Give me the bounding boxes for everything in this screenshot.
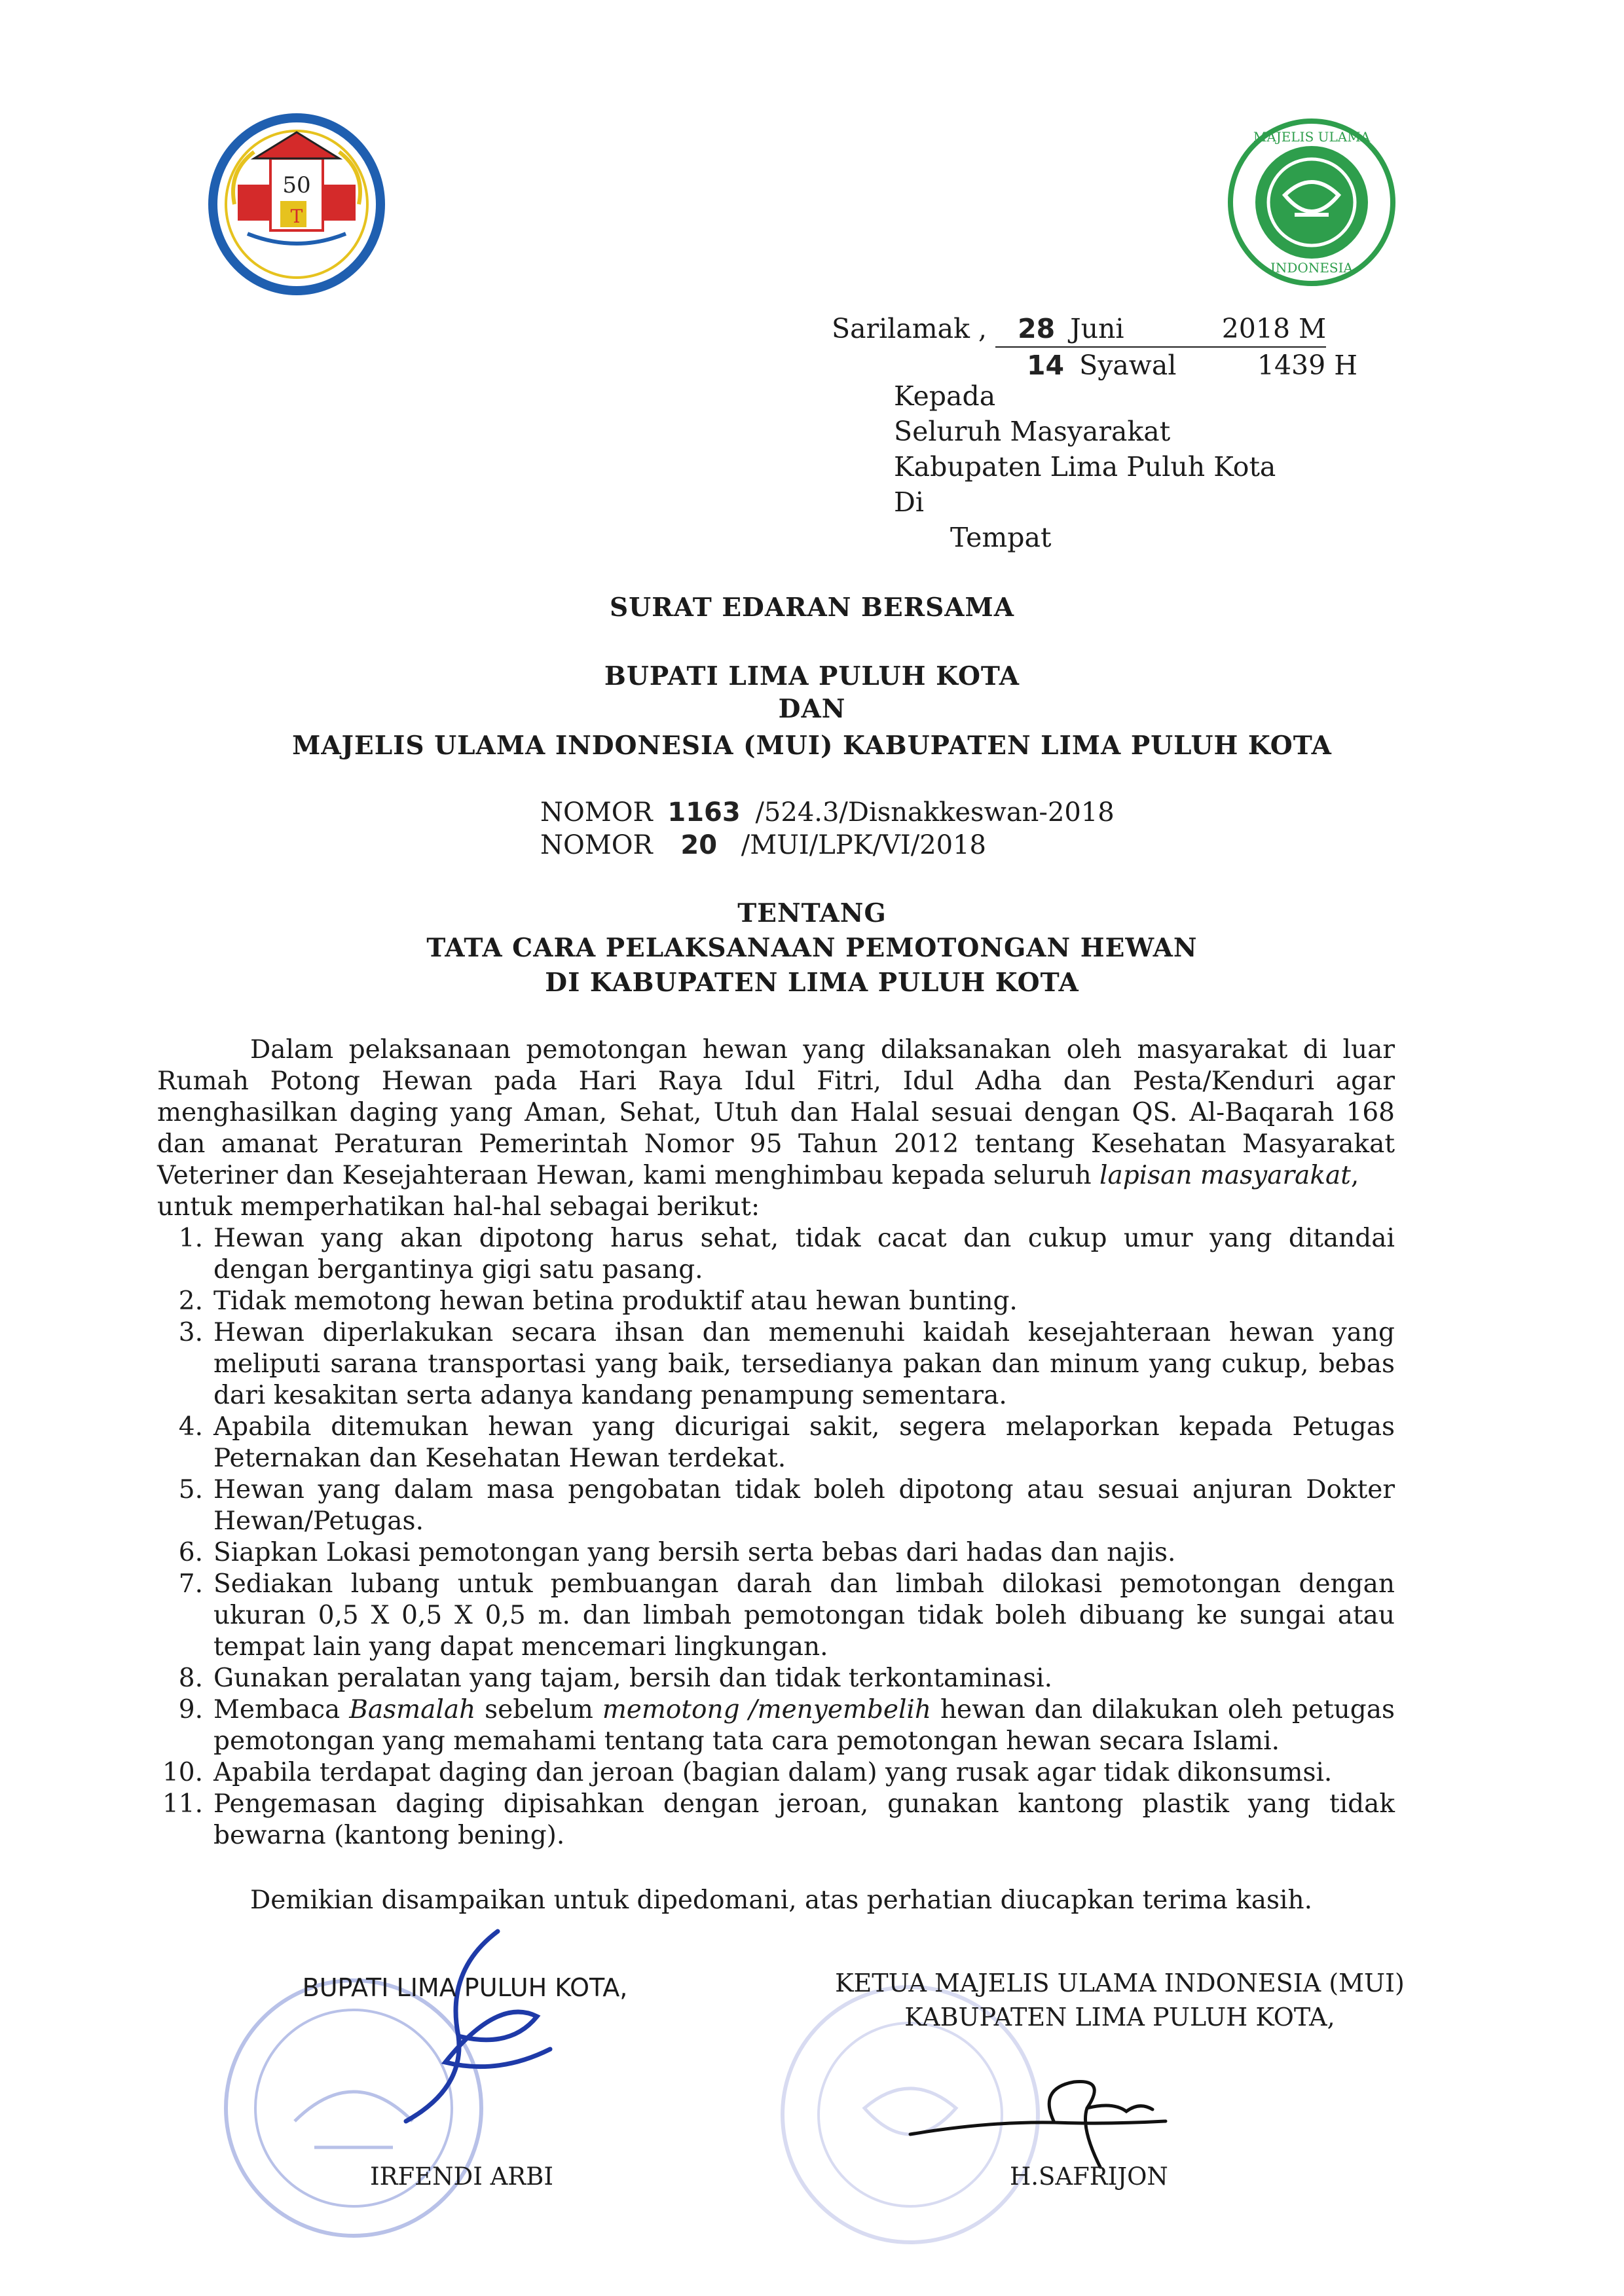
nomor-ref: /MUI/LPK/VI/2018 xyxy=(741,830,986,860)
year-hijri: 1439 H xyxy=(1257,350,1357,381)
list-item: 7. Sediakan lubang untuk pembuangan darah dan limbah dilokasi pemotongan dengan ukuran 0,5 X 0,5 X 0,5 m. dan limbah pemotongan tidak boleh dibuang ke sungai atau tempat lain yang dapat mencemari lingkungan. xyxy=(178,1569,1395,1662)
bupati-signature xyxy=(367,1918,563,2143)
month-hijri: Syawal xyxy=(1079,350,1177,381)
list-item: 4. Apabila ditemukan hewan yang dicurigai sakit, segera melaporkan kepada Petugas Peternakan dan Kesehatan Hewan terdekat. xyxy=(178,1412,1395,1473)
list-item: 3. Hewan diperlakukan secara ihsan dan memenuhi kaidah kesejahteraan hewan yang meliputi sarana transportasi yang baik, tersedianya pakan dan minum yang cukup, bebas dari kesakitan serta adanya kandang penampung sementara. xyxy=(178,1318,1395,1410)
right-signatory-title xyxy=(792,1966,1447,2034)
recipient-address xyxy=(894,378,1276,555)
svg-text:MAJELIS ULAMA: MAJELIS ULAMA xyxy=(1253,129,1371,145)
right-signatory-name: H.SAFRIJON xyxy=(1010,2162,1168,2191)
party2-heading: MAJELIS ULAMA INDONESIA (MUI) KABUPATEN LIMA PULUH KOTA xyxy=(292,731,1332,761)
right-title-line: KABUPATEN LIMA PULUH KOTA, xyxy=(904,2003,1335,2032)
about-heading: TENTANG xyxy=(737,898,887,928)
nomor-label: NOMOR xyxy=(540,830,653,860)
closing-sentence: Demikian disampaikan untuk dipedomani, atas perhatian diucapkan terima kasih. xyxy=(250,1886,1313,1915)
day-hijri: 14 xyxy=(1027,350,1065,381)
intro-italic: lapisan masyarakat xyxy=(1099,1161,1351,1190)
place: Sarilamak , xyxy=(832,313,987,344)
left-signatory-name: IRFENDI ARBI xyxy=(370,2162,553,2191)
list-item: 9. Membaca Basmalah sebelum memotong /menyembelih hewan dan dilakukan oleh petugas pemotongan yang memahami tentang tata cara pemotongan hewan secara Islami. xyxy=(178,1695,1395,1756)
nomor-number: 20 xyxy=(680,830,718,860)
svg-text:INDONESIA: INDONESIA xyxy=(1270,260,1353,276)
party1-heading: BUPATI LIMA PULUH KOTA xyxy=(604,661,1020,691)
right-title-line: KETUA MAJELIS ULAMA INDONESIA (MUI) xyxy=(835,1969,1405,1997)
intro-last-line: untuk memperhatikan hal-hal sebagai berikut: xyxy=(157,1192,760,1222)
subject-line-1: TATA CARA PELAKSANAAN PEMOTONGAN HEWAN xyxy=(426,933,1198,963)
day-gregorian: 28 xyxy=(1018,313,1056,344)
left-signatory-title: BUPATI LIMA PULUH KOTA, xyxy=(302,1973,628,2002)
list-item: 11. Pengemasan daging dipisahkan dengan jeroan, gunakan kantong plastik yang tidak bewarna (kantong bening). xyxy=(162,1789,1395,1850)
intro-paragraph xyxy=(157,1034,1395,1223)
svg-text:50: 50 xyxy=(282,172,311,198)
intro-text: Dalam pelaksanaan pemotongan hewan yang dilaksanakan oleh masyarakat di luar Rumah Potong Hewan pada Hari Raya Idul Fitri, Idul Adha dan Pesta/Kenduri agar menghasilkan daging yang Aman, Sehat, Utuh dan Halal sesuai dengan QS. Al-Baqarah 168 dan amanat Peraturan Pemerintah Nomor 95 Tahun 2012 tentang Kesehatan Masyarakat Veteriner dan Kesejahteraan Hewan, kami menghimbau kepada seluruh xyxy=(157,1035,1395,1190)
list-item: 1. Hewan yang akan dipotong harus sehat, tidak cacat dan cukup umur yang ditandai dengan bergantinya gigi satu pasang. xyxy=(178,1224,1395,1285)
intro-tail: , xyxy=(1350,1161,1359,1190)
nomor-number: 1163 xyxy=(667,797,741,828)
address-line: Di xyxy=(894,486,924,518)
nomor-line-2 xyxy=(540,830,986,860)
month-gregorian: Juni xyxy=(1070,313,1124,344)
address-line: Tempat xyxy=(950,522,1052,553)
list-item: 2. Tidak memotong hewan betina produktif atau hewan bunting. xyxy=(178,1286,1018,1316)
nomor-line-1 xyxy=(540,797,1115,828)
address-line: Kabupaten Lima Puluh Kota xyxy=(894,451,1276,483)
year-gregorian: 2018 M xyxy=(1221,313,1327,344)
date-block xyxy=(832,311,1357,383)
instruction-list xyxy=(157,1223,1395,1851)
list-item: 10. Apabila terdapat daging dan jeroan (bagian dalam) yang rusak agar tidak dikonsumsi. xyxy=(162,1758,1333,1787)
mui-logo xyxy=(1226,117,1397,288)
list-item: 8. Gunakan peralatan yang tajam, bersih dan tidak terkontaminasi. xyxy=(178,1664,1053,1693)
list-item: 5. Hewan yang dalam masa pengobatan tidak boleh dipotong atau sesuai anjuran Dokter Hewan/Petugas. xyxy=(178,1475,1395,1536)
conj-heading: DAN xyxy=(778,694,846,724)
svg-text:T: T xyxy=(290,206,303,227)
address-line: Kepada xyxy=(894,380,996,412)
nomor-label: NOMOR xyxy=(540,797,653,828)
doc-type-heading: SURAT EDARAN BERSAMA xyxy=(610,592,1014,623)
nomor-ref: /524.3/Disnakkeswan-2018 xyxy=(755,797,1115,828)
subject-line-2: DI KABUPATEN LIMA PULUH KOTA xyxy=(545,968,1079,998)
address-line: Seluruh Masyarakat xyxy=(894,416,1171,447)
list-item: 6. Siapkan Lokasi pemotongan yang bersih serta bebas dari hadas dan najis. xyxy=(178,1538,1176,1567)
regency-logo xyxy=(208,113,385,296)
